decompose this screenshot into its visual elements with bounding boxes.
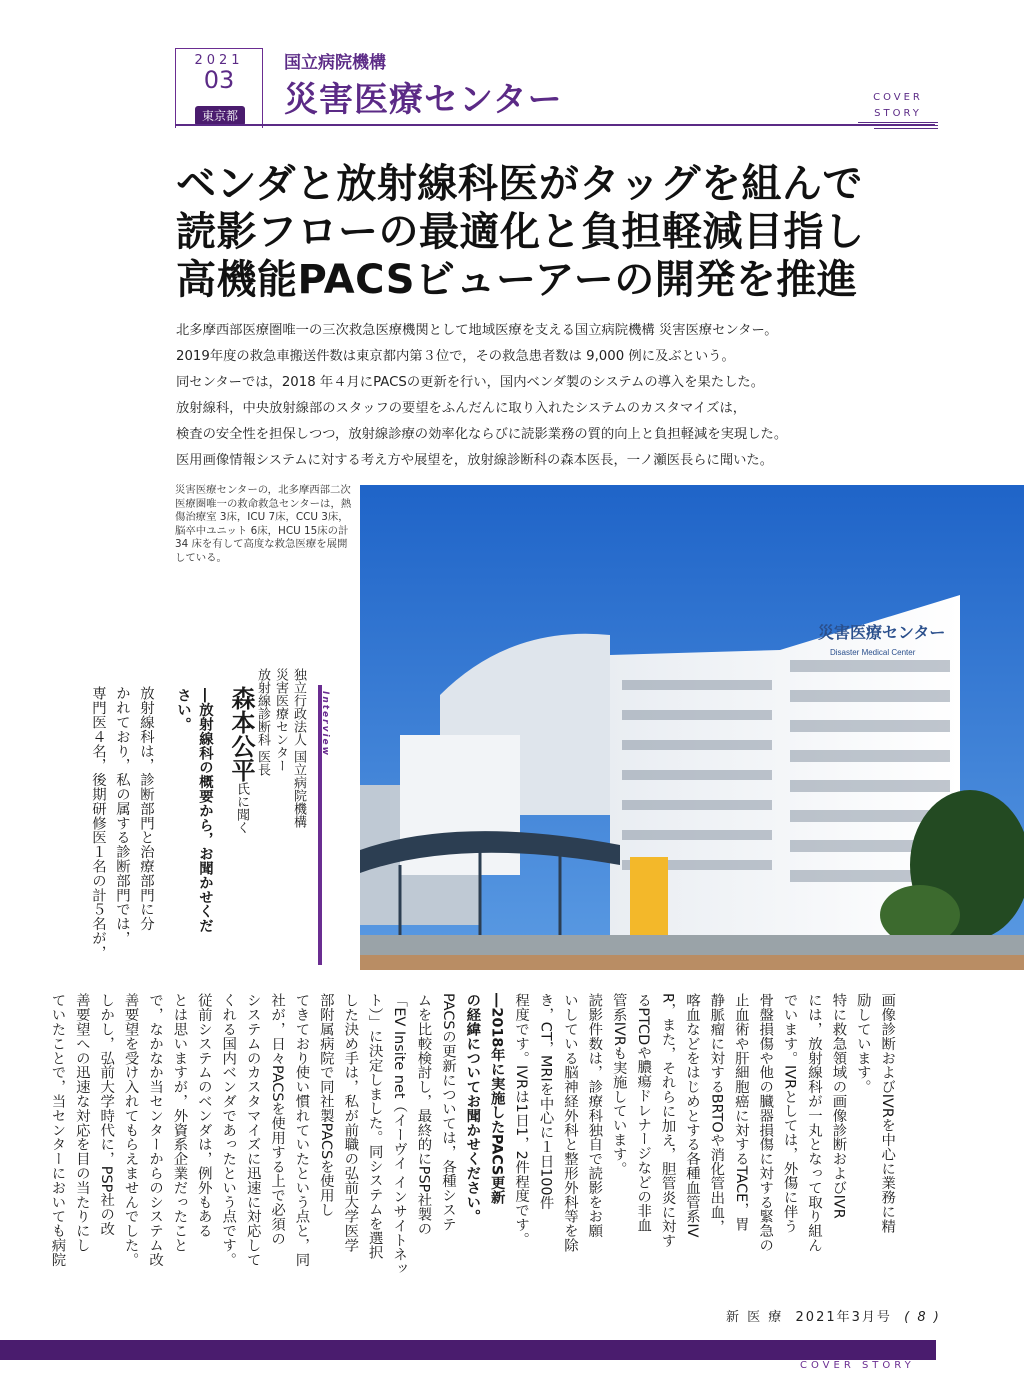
body-line: 励しています。 <box>854 993 871 1094</box>
hospital-building-photo <box>360 485 1024 970</box>
body-line: 程度です。IVRは1日1，2件程度です。 <box>513 993 530 1247</box>
lead-line: 2019年度の救急車搬送件数は東京都内第３位で，その救急患者数は 9,000 例に及ぶという。 <box>176 349 735 364</box>
issue-label: 2021年3月号 <box>795 1310 892 1325</box>
issue-year: 2021 <box>194 53 244 68</box>
body-line: しかし，弘前大学時代に，PSP社の改 <box>98 993 115 1236</box>
body-line: るPTCDや膿瘍ドレナージなどの非血 <box>635 993 652 1233</box>
body-line: ト）」に決定しました。同システムを選択 <box>366 993 383 1260</box>
headline-line: ベンダと放射線科医がタッグを組んで <box>176 161 863 207</box>
headline <box>176 160 876 304</box>
headline-line: 高機能PACSビューアーの開発を推進 <box>176 257 858 303</box>
facility-name: 災害医療センター <box>284 80 563 120</box>
answer-line: 放射線科は，診断部門と治療部門に分 <box>138 686 154 931</box>
affiliation-line: 災害医療センター <box>273 668 288 772</box>
footer-section-label: COVER STORY <box>800 1360 915 1371</box>
body-text <box>45 993 899 1318</box>
body-line: 「EV Insite net（イーヴイ インサイトネッ <box>391 993 408 1276</box>
lead-line: 医用画像情報システムに対する考え方や展望を，放射線診断科の森本医長，一ノ瀬医長らに聞いた。 <box>176 453 774 468</box>
photo-caption: 災害医療センターの，北多摩西部二次医療圏唯一の救命救急センターは，熱傷治療室 3床，ICU 7床，CCU 3床，脳卒中ユニット 6床，HCU 15床の計 34 床を有して高度な救急医療を展開している。 <box>175 484 352 564</box>
interview-tag-label: Interview <box>320 691 330 757</box>
interviewee-name <box>228 686 254 866</box>
body-line: 社が，日々PACSを使用する上で必須の <box>269 993 286 1246</box>
body-line: 管系IVRも実施しています。 <box>610 993 627 1176</box>
body-line: 読影件数は，診療科独自で読影をお願 <box>586 993 603 1238</box>
body-line: 部附属病院で同社製PACSを使用し <box>317 993 334 1217</box>
section-label-line2: STORY <box>874 108 922 119</box>
body-line: くれる国内ベンダであったという点です。 <box>220 993 237 1267</box>
interview-question <box>172 688 216 978</box>
affiliation-line: 独立行政法人 国立病院機構 <box>291 668 306 829</box>
interview-answer <box>86 686 158 976</box>
lead-paragraph <box>176 318 876 474</box>
body-line: き，CT，MRIを中心に１日100件 <box>537 993 554 1210</box>
name-text: 森本公平 <box>227 686 255 782</box>
answer-line: 専門医４名，後期研修医１名の計５名が， <box>90 686 106 960</box>
body-line: ムを比較検討し，最終的にPSP社製の <box>415 993 432 1236</box>
section-label <box>858 90 938 122</box>
question-line: さい。 <box>175 688 191 732</box>
answer-line: かれており，私の属する診断部門では， <box>114 686 130 946</box>
folio <box>726 1306 941 1325</box>
lead-line: 北多摩西部医療圏唯一の三次救急医療機関として地域医療を支える国立病院機構 災害医療センター。 <box>176 323 778 338</box>
issue-month: 03 <box>203 66 235 94</box>
body-line: 止血術や肝細胞癌に対するTACE，胃 <box>732 993 749 1232</box>
lead-line: 放射線科，中央放射線部のスタッフの要望をふんだんに取り入れたシステムのカスタマイズは， <box>176 401 747 416</box>
interview-tag <box>318 685 332 965</box>
building-sign: 災害医療センター <box>818 625 946 642</box>
affiliation-line: 放射線診断科 医長 <box>255 668 270 777</box>
body-line: した決め手は，私が前職の弘前大学医学 <box>342 993 359 1253</box>
interviewee-affiliation <box>253 668 307 968</box>
section-decoration-lines <box>858 122 938 131</box>
prefecture-badge: 東京都 <box>195 106 245 126</box>
lead-line: 同センターでは，2018 年４月にPACSの更新を行い，国内ベンダ製のシステムの導入を果たした。 <box>176 375 765 390</box>
body-line: 喀血などをはじめとする各種血管系IV <box>683 993 700 1238</box>
body-line: 特に救急領域の画像診断およびIVR <box>830 993 847 1219</box>
body-line: いしている脳神経外科と整形外科等を除 <box>561 993 578 1253</box>
body-line: とは思いますが，外資系企業だったこと <box>171 993 188 1253</box>
header-rule <box>175 124 935 126</box>
name-suffix: 氏に聞く <box>234 782 249 834</box>
headline-line: 読影フローの最適化と負担軽減目指し <box>176 209 865 255</box>
body-line: システムのカスタマイズに迅速に対応して <box>244 993 261 1267</box>
body-line: の経緯についてお聞かせください。 <box>464 993 481 1224</box>
question-line: ―放射線科の概要から，お聞かせくだ <box>197 688 213 933</box>
body-line: で，なかなか当センターからのシステム改 <box>147 993 164 1267</box>
body-line: 画像診断およびIVRを中心に業務に精 <box>879 993 896 1234</box>
body-line: 善要望を受け入れてもらえませんでした。 <box>122 993 139 1267</box>
page-number: ( 8 ) <box>904 1310 941 1325</box>
body-line: 静脈瘤に対するBRTOや消化管出血， <box>708 993 725 1234</box>
body-line: ていたことで，当センターにおいても病院 <box>49 993 66 1267</box>
body-line: PACSの更新については，各種システ <box>439 993 456 1232</box>
section-label-line1: COVER <box>873 92 923 103</box>
body-line: 骨盤損傷や他の臓器損傷に対する緊急の <box>757 993 774 1253</box>
body-line: でいます。IVRとしては，外傷に伴う <box>781 993 798 1234</box>
footer-bar <box>0 1340 936 1360</box>
lead-line: 検査の安全性を担保しつつ，放射線診療の効率化ならびに読影業務の質的向上と負担軽減を実現した。 <box>176 427 788 442</box>
body-line: 善要望への迅速な対応を目の当たりにし <box>73 993 90 1253</box>
organization-name: 国立病院機構 <box>284 53 386 73</box>
body-line: R，また，それらに加え，胆管炎に対す <box>659 993 676 1248</box>
building-sign-en: Disaster Medical Center <box>830 648 916 657</box>
magazine-name: 新 医 療 <box>726 1310 784 1325</box>
body-line: 従前システムのベンダは，例外もある <box>195 993 212 1238</box>
body-line: てきており使い慣れていたという点と，同 <box>293 993 310 1267</box>
body-line: には，放射線科が一丸となって取り組ん <box>806 993 822 1253</box>
body-line: ―2018年に実施したPACS更新 <box>488 993 505 1205</box>
